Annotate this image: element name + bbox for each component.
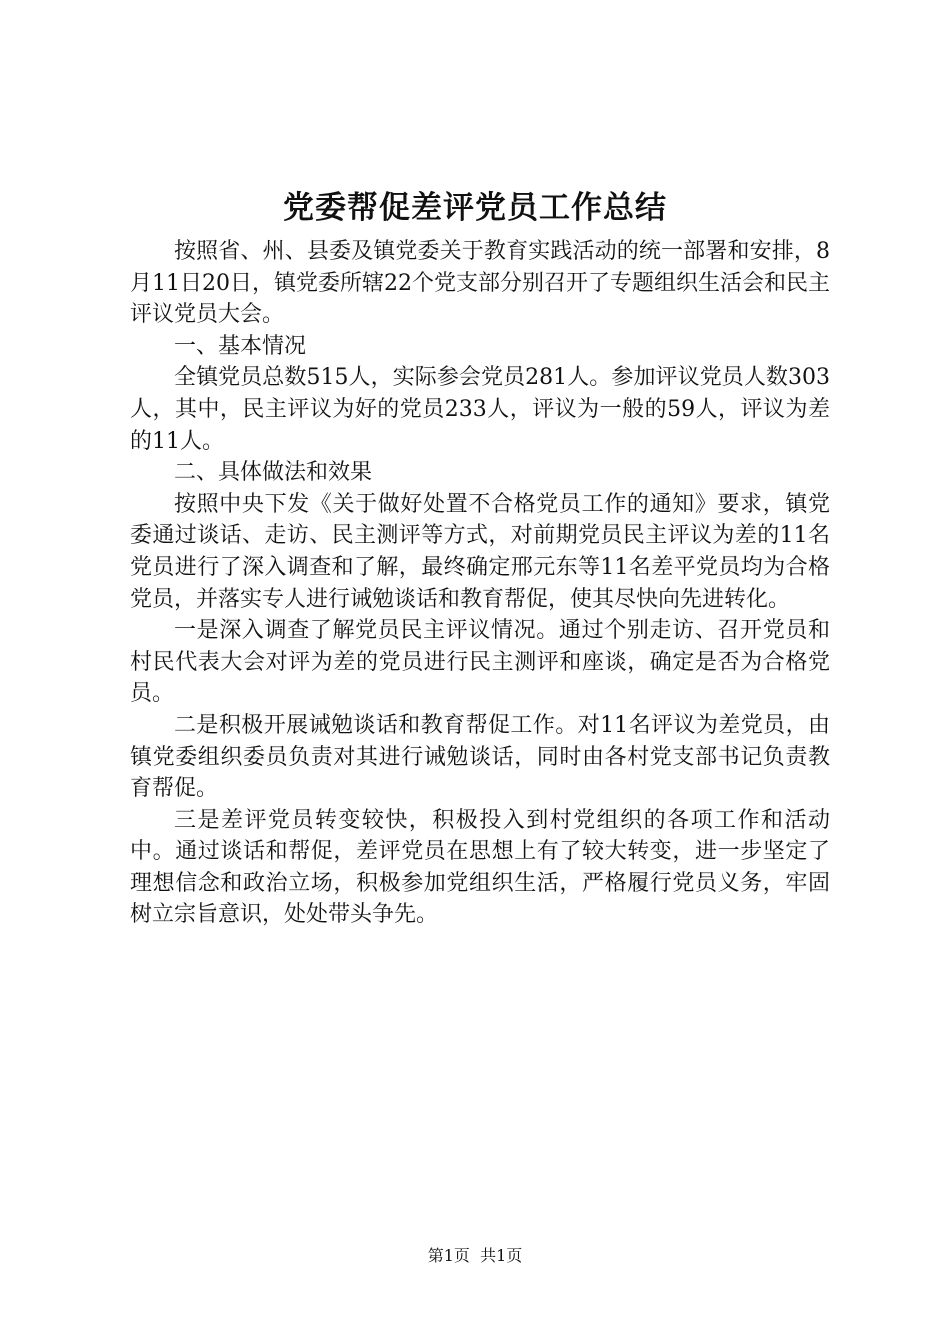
footer-spacer bbox=[470, 1246, 480, 1265]
page-total: 共1页 bbox=[480, 1246, 523, 1265]
document-body bbox=[130, 236, 830, 931]
paragraph-point-one: 一是深入调查了解党员民主评议情况。通过个别走访、召开党员和村民代表大会对评为差的党员进行民主测评和座谈，确定是否为合格党员。 bbox=[130, 618, 830, 707]
page-footer bbox=[0, 1246, 950, 1266]
section-heading-basic-situation: 一、基本情况 bbox=[174, 333, 307, 359]
paragraph-point-three: 三是差评党员转变较快，积极投入到村党组织的各项工作和活动中。通过谈话和帮促，差评党员在思想上有了较大转变，进一步坚定了理想信念和政治立场，积极参加党组织生活，严格履行党员义务，牢固树立宗旨意识，处处带头争先。 bbox=[130, 807, 830, 928]
paragraph-statistics: 全镇党员总数515人，实际参会党员281人。参加评议党员人数303人，其中，民主评议为好的党员233人，评议为一般的59人，评议为差的11人。 bbox=[130, 365, 830, 454]
document-title: 党委帮促差评党员工作总结 bbox=[283, 190, 667, 226]
paragraph-methods: 按照中央下发《关于做好处置不合格党员工作的通知》要求，镇党委通过谈话、走访、民主测评等方式，对前期党员民主评议为差的11名党员进行了深入调查和了解，最终确定邢元东等11名差平党员均为合格党员，并落实专人进行诫勉谈话和教育帮促，使其尽快向先进转化。 bbox=[130, 491, 830, 612]
paragraph-intro: 按照省、州、县委及镇党委关于教育实践活动的统一部署和安排，8月11日20日，镇党委所辖22个党支部分别召开了专题组织生活会和民主评议党员大会。 bbox=[130, 239, 830, 328]
page-number: 第1页 bbox=[427, 1246, 470, 1265]
paragraph-point-two: 二是积极开展诫勉谈话和教育帮促工作。对11名评议为差党员，由镇党委组织委员负责对其进行诫勉谈话，同时由各村党支部书记负责教育帮促。 bbox=[130, 712, 830, 802]
section-heading-methods: 二、具体做法和效果 bbox=[174, 460, 373, 486]
